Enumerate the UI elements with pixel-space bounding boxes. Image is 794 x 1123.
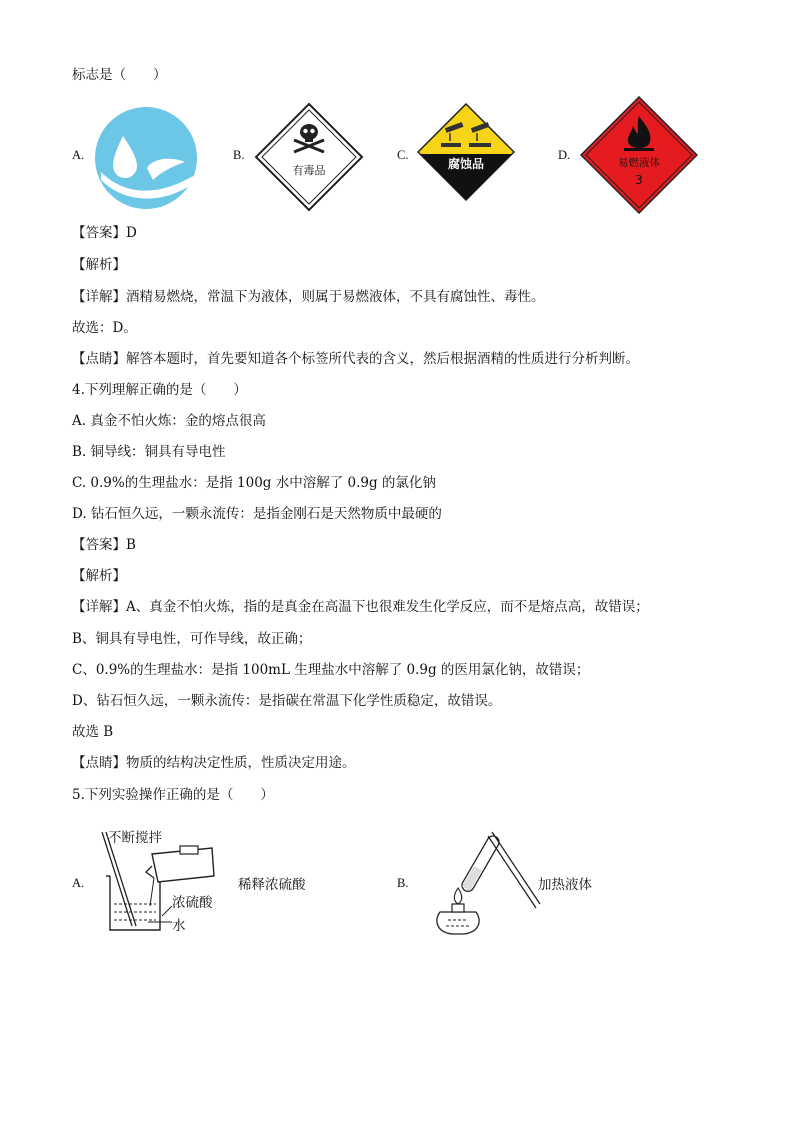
label-conc-acid: 浓硫酸 (172, 895, 213, 911)
q5-option-b-letter: B. (397, 876, 409, 890)
q4-answer: 【答案】B (72, 537, 136, 553)
heat-liquid-diagram (418, 828, 544, 942)
q4-detail-c: C、0.9%的生理盐水：是指 100mL 生理盐水中溶解了 0.9g 的医用氯化钠，故错误； (72, 662, 590, 678)
flammable-liquid-label-icon (580, 96, 698, 218)
q4-analysis-heading: 【解析】 (72, 568, 126, 584)
label-water: 水 (172, 918, 186, 934)
q4-choose: 故选 B (72, 724, 114, 740)
q3-option-b-letter: B. (233, 148, 245, 162)
q3-option-d-letter: D. (558, 148, 571, 162)
q3-comment: 【点睛】解答本题时，首先要知道各个标签所代表的含义，然后根据酒精的性质进行分析判断。 (72, 351, 639, 367)
q5-option-b-caption: 加热液体 (538, 877, 592, 893)
q3-option-a-letter: A. (72, 148, 85, 162)
q3-analysis-heading: 【解析】 (72, 257, 126, 273)
flammable-label-text: 易燃液体 (618, 157, 660, 169)
label-stir: 不断搅拌 (108, 830, 162, 846)
q4-option-d: D. 钻石恒久远，一颗永流传：是指金刚石是天然物质中最硬的 (72, 506, 442, 522)
q4-detail-d: D、钻石恒久远，一颗永流传：是指碳在常温下化学性质稳定，故错误。 (72, 693, 502, 709)
q3-choose: 故选：D。 (72, 320, 137, 336)
q4-option-b: B. 铜导线：铜具有导电性 (72, 444, 226, 460)
q4-detail-b: B、铜具有导电性，可作导线，故正确； (72, 631, 312, 647)
toxic-label-text: 有毒品 (292, 164, 326, 177)
q3-stem-tail: 标志是（ ） (72, 67, 167, 83)
hazard-class-number: 3 (635, 173, 643, 187)
corrosive-label-text: 腐蚀品 (447, 157, 485, 171)
q3-detail: 【详解】酒精易燃烧，常温下为液体，则属于易燃液体，不具有腐蚀性、毒性。 (72, 289, 545, 305)
q3-option-c-letter: C. (397, 148, 409, 162)
toxic-label-icon (254, 102, 364, 216)
q4-stem: 4.下列理解正确的是（ ） (72, 382, 247, 398)
q3-answer: 【答案】D (72, 225, 137, 241)
q4-option-a: A. 真金不怕火炼：金的熔点很高 (72, 413, 266, 429)
q5-option-a-letter: A. (72, 876, 85, 890)
corrosive-label-icon (417, 103, 515, 205)
q5-option-a-caption: 稀释浓硫酸 (238, 877, 306, 893)
water-saving-icon (93, 106, 199, 214)
q4-option-c: C. 0.9%的生理盐水：是指 100g 水中溶解了 0.9g 的氯化钠 (72, 475, 436, 491)
q4-comment: 【点睛】物质的结构决定性质，性质决定用途。 (72, 755, 356, 771)
q4-detail-a: 【详解】A、真金不怕火炼，指的是真金在高温下也很难发生化学反应，而不是熔点高，故错误； (72, 599, 649, 615)
q5-stem: 5.下列实验操作正确的是（ ） (72, 787, 274, 803)
